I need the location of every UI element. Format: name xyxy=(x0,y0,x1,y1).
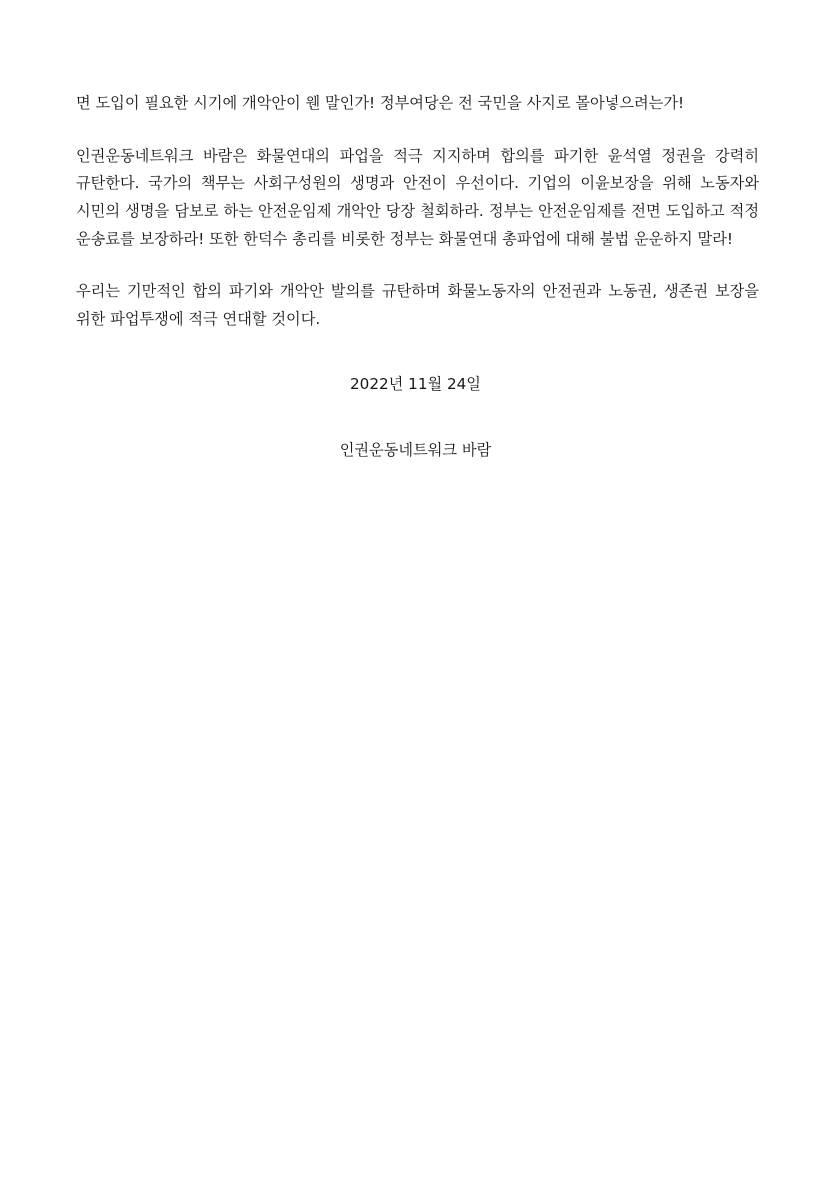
signature-block xyxy=(76,371,759,465)
paragraph-3: 우리는 기만적인 합의 파기와 개악안 발의를 규탄하며 화물노동자의 안전권과 노동권, 생존권 보장을 위한 파업투쟁에 적극 연대할 것이다. xyxy=(76,282,759,328)
paragraph-2: 인권운동네트워크 바람은 화물연대의 파업을 적극 지지하며 합의를 파기한 윤석열 정권을 강력히 규탄한다. 국가의 책무는 사회구성원의 생명과 안전이 우선이다. 기업의 이윤보장을 위해 노동자와 시민의 생명을 담보로 하는 안전운임제 개악안 당장 철회하라. 정부는 안전운임제를 전면 도입하고 적정 운송료를 보장하라! 또한 한덕수 총리를 비롯한 정부는 화물연대 총파업에 대해 불법 운운하지 말라! xyxy=(76,146,759,248)
signature-date: 2022년 11월 24일 xyxy=(350,374,481,393)
document-body xyxy=(76,90,759,465)
paragraph-1: 면 도입이 필요한 시기에 개악안이 웬 말인가! 정부여당은 전 국민을 사지로 몰아넣으려는가! xyxy=(76,94,685,112)
signature-organization: 인권운동네트워크 바람 xyxy=(339,441,492,460)
